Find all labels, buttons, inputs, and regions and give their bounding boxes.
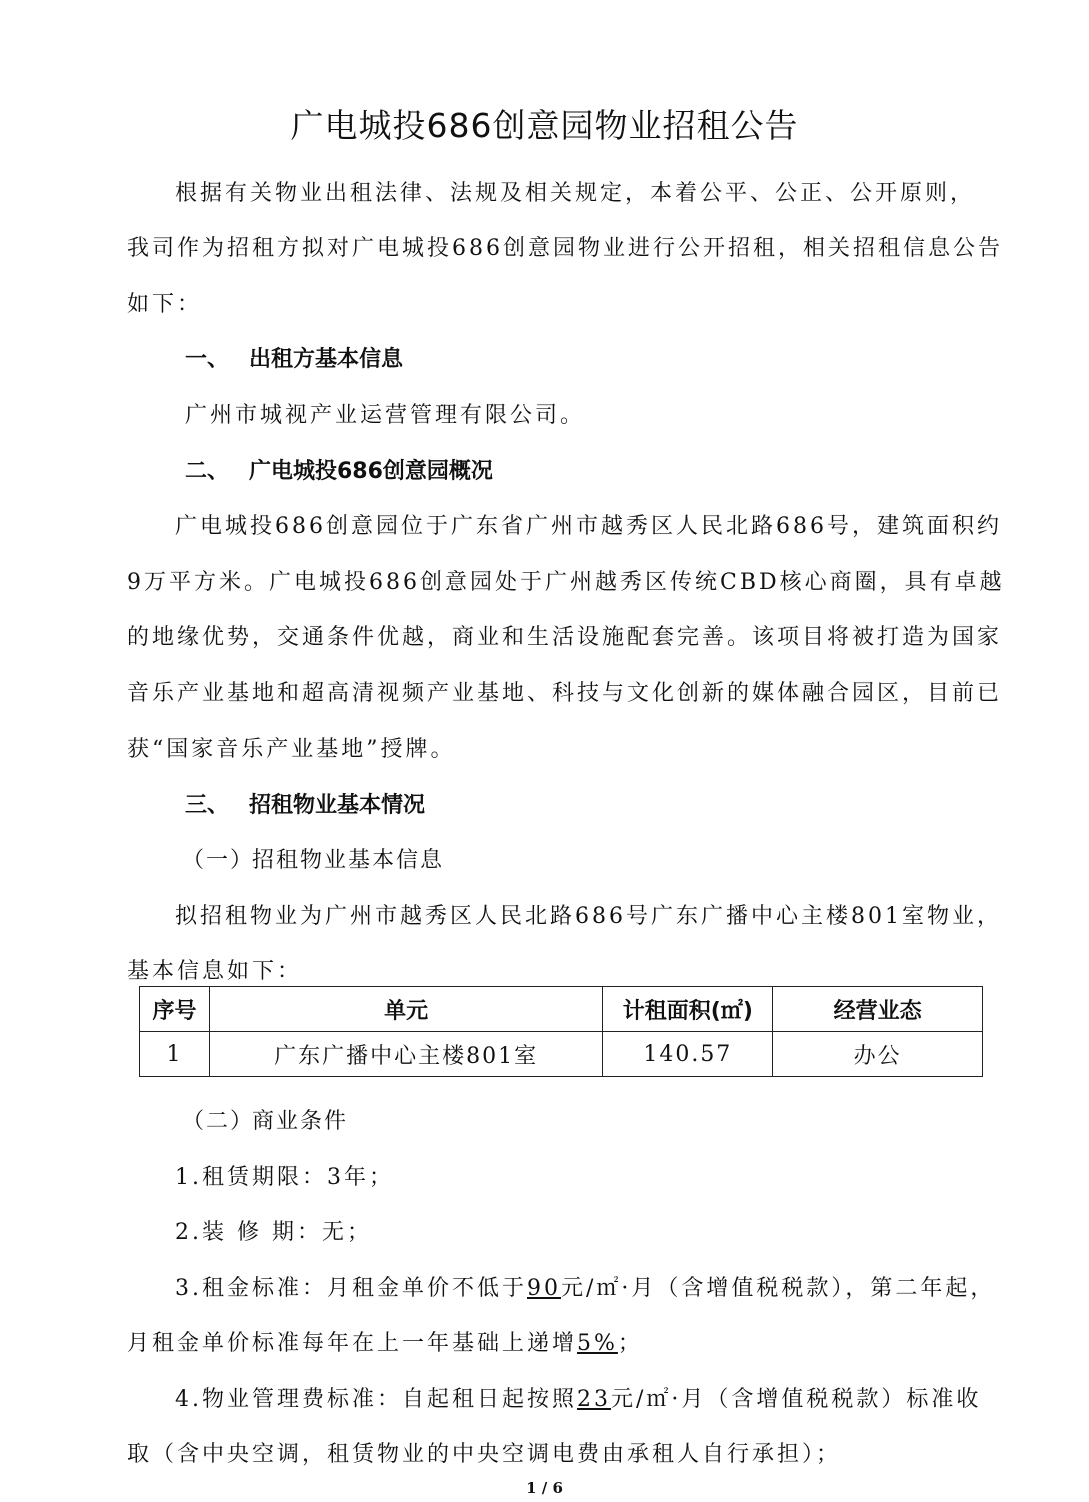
subsection-1-line-2: 基本信息如下： xyxy=(127,959,303,984)
subsection-1-heading xyxy=(182,843,444,874)
subsection-2-number: （二） xyxy=(182,1109,255,1134)
intro-line-2: 我司作为招租方拟对广电城投686创意园物业进行公开招租，相关招租信息公告 xyxy=(127,236,1003,261)
section-2-heading xyxy=(185,454,493,485)
subsection-1-title: 招租物业基本信息 xyxy=(252,848,445,873)
condition-2: 2.装 修 期：无； xyxy=(175,1220,372,1245)
section-2-line-4: 音乐产业基地和超高清视频产业基地、科技与文化创新的媒体融合园区，目前已 xyxy=(127,681,1003,706)
section-1-title: 出租方基本信息 xyxy=(249,347,404,372)
table-header-row xyxy=(140,987,983,1032)
table-row xyxy=(140,1032,983,1077)
subsection-2-heading xyxy=(182,1104,348,1135)
table-cell: 1 xyxy=(140,1032,210,1077)
section-1-number: 一、 xyxy=(185,347,230,372)
table-header-cell: 单元 xyxy=(209,987,602,1032)
rent-price-value: 90 xyxy=(527,1276,561,1301)
condition-3-text-b: 元/㎡·月（含增值税税款），第二年起， xyxy=(561,1276,996,1301)
condition-1: 1.租赁期限：3年； xyxy=(175,1165,394,1190)
condition-4-text-a: 4.物业管理费标准：自起租日起按照 xyxy=(175,1387,577,1412)
property-table xyxy=(139,986,983,1077)
condition-4-line-1 xyxy=(175,1382,981,1413)
page-title: 广电城投686创意园物业招租公告 xyxy=(290,106,799,145)
section-2-number: 二、 xyxy=(185,459,230,484)
subsection-1-line-1: 拟招租物业为广州市越秀区人民北路686号广东广播中心主楼801室物业， xyxy=(175,904,1002,929)
section-1-body: 广州市城视产业运营管理有限公司。 xyxy=(185,403,586,428)
section-3-number: 三、 xyxy=(185,793,230,818)
section-2-line-5: 获“国家音乐产业基地”授牌。 xyxy=(127,737,456,762)
table-cell: 140.57 xyxy=(603,1032,773,1077)
section-2-line-2: 9万平方米。广电城投686创意园处于广州越秀区传统CBD核心商圈，具有卓越 xyxy=(127,570,1005,595)
section-2-line-1: 广电城投686创意园位于广东省广州市越秀区人民北路686号，建筑面积约 xyxy=(175,514,1002,539)
section-2-title: 广电城投686创意园概况 xyxy=(249,459,493,484)
section-3-heading xyxy=(185,788,425,819)
subsection-1-number: （一） xyxy=(182,848,255,873)
condition-3-text-c: 月租金单价标准每年在上一年基础上递增 xyxy=(127,1331,578,1356)
page-number: 1 / 6 xyxy=(526,1479,563,1497)
condition-4-text-b: 元/㎡·月（含增值税税款）标准收 xyxy=(611,1387,982,1412)
condition-3-text-a: 3.租金标准：月租金单价不低于 xyxy=(175,1276,527,1301)
table-header-cell: 序号 xyxy=(140,987,210,1032)
section-2-line-3: 的地缘优势，交通条件优越，商业和生活设施配套完善。该项目将被打造为国家 xyxy=(127,625,1003,650)
section-3-title: 招租物业基本情况 xyxy=(249,793,426,818)
management-fee-value: 23 xyxy=(577,1387,611,1412)
increase-rate-value: 5% xyxy=(577,1331,618,1356)
condition-3-line-1 xyxy=(175,1271,995,1302)
table-cell: 广东广播中心主楼801室 xyxy=(209,1032,602,1077)
intro-line-3: 如下： xyxy=(127,292,203,317)
condition-3-line-2 xyxy=(127,1326,643,1357)
condition-4-line-2: 取（含中央空调，租赁物业的中央空调电费由承租人自行承担）； xyxy=(127,1442,842,1467)
table-header-cell: 计租面积(㎡) xyxy=(603,987,773,1032)
subsection-2-title: 商业条件 xyxy=(252,1109,349,1134)
condition-3-text-d: ； xyxy=(617,1331,643,1356)
section-1-heading xyxy=(185,342,403,373)
table-header-cell: 经营业态 xyxy=(773,987,983,1032)
intro-line-1: 根据有关物业出租法律、法规及相关规定，本着公平、公正、公开原则， xyxy=(175,181,976,206)
table-cell: 办公 xyxy=(773,1032,983,1077)
